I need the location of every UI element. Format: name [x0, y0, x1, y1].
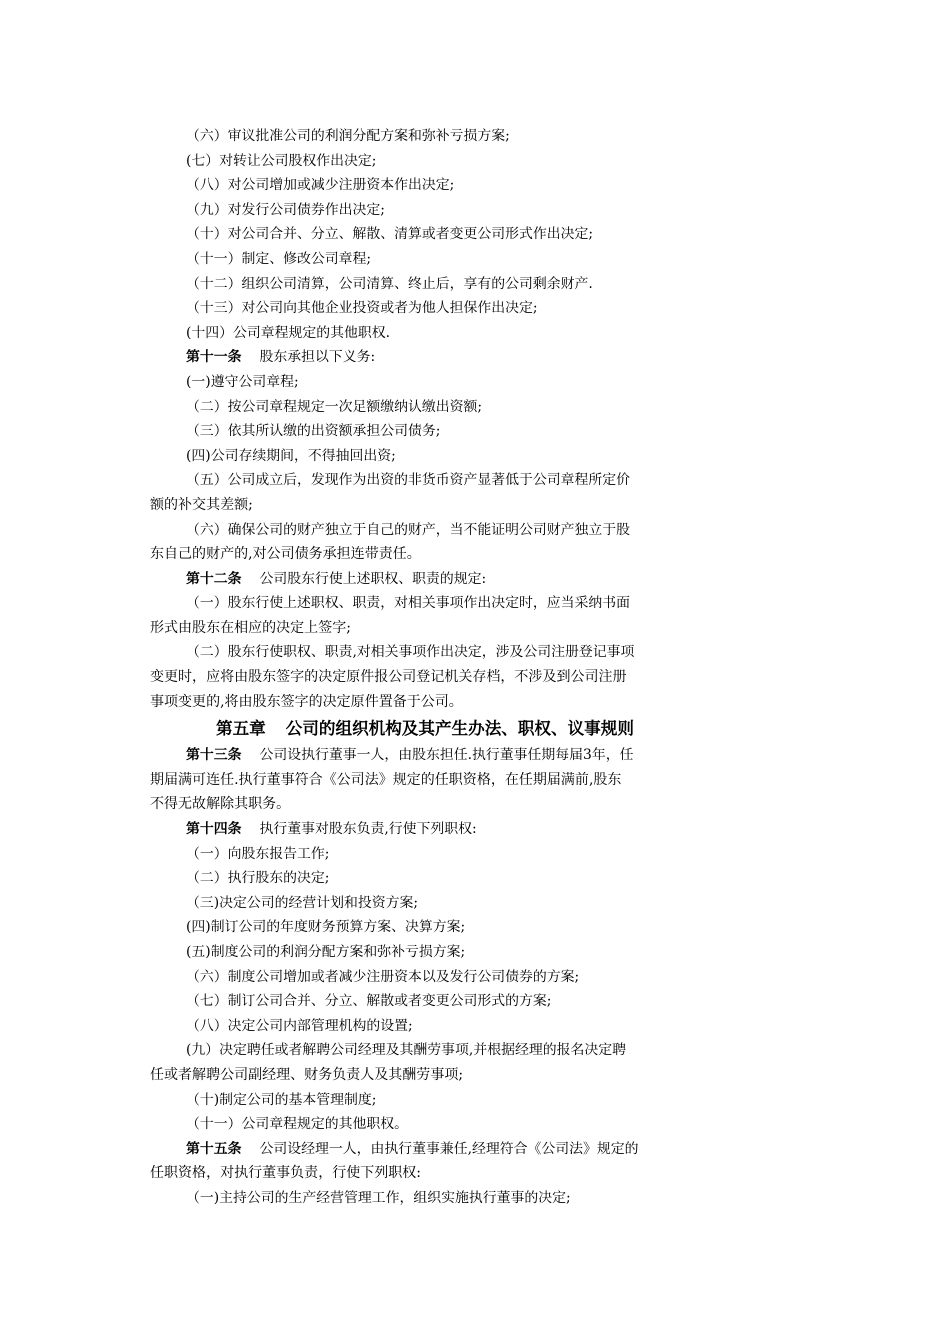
continuation-line: 形式由股东在相应的决定上签字;: [150, 619, 351, 636]
continuation-line: 变更时，应将由股东签字的决定原件报公司登记机关存档，不涉及到公司注册: [150, 669, 627, 686]
list-item: (九）决定聘任或者解聘公司经理及其酬劳事项,并根据经理的报名决定聘: [186, 1042, 626, 1059]
chapter-title: 公司的组织机构及其产生办法、职权、议事规则: [285, 718, 634, 739]
list-item: （十二）组织公司清算，公司清算、终止后，享有的公司剩余财产.: [186, 275, 593, 292]
continuation-line: 任职资格，对执行董事负责，行使下列职权:: [150, 1165, 422, 1182]
continuation-line: 事项变更的,将由股东签字的决定原件置备于公司。: [150, 693, 463, 710]
list-item: （十）对公司合并、分立、解散、清算或者变更公司形式作出决定;: [186, 226, 594, 243]
continuation-line: 额的补交其差额;: [150, 496, 253, 513]
article-number: 第十五条: [186, 1140, 242, 1157]
article-number: 第十一条: [186, 349, 242, 366]
article-line: [0, 817, 950, 842]
article-number: 第十三条: [186, 747, 242, 764]
list-item: (七）对转让公司股权作出决定;: [186, 152, 377, 169]
list-item: （二）执行股东的决定;: [186, 870, 330, 887]
article-number: 第十四条: [186, 821, 242, 838]
continuation-line: 期届满可连任.执行董事符合《公司法》规定的任职资格，在任期届满前,股东: [150, 771, 622, 788]
list-item: （十一）公司章程规定的其他职权。: [186, 1116, 409, 1133]
article-text: 执行董事对股东负责,行使下列职权:: [259, 821, 477, 838]
chapter-number: 第五章: [216, 718, 266, 739]
list-item: （十三）对公司向其他企业投资或者为他人担保作出决定;: [186, 300, 538, 317]
list-item: （七）制订公司合并、分立、解散或者变更公司形式的方案;: [186, 993, 552, 1010]
list-item: （八）决定公司内部管理机构的设置;: [186, 1017, 413, 1034]
list-item: （五）公司成立后，发现作为出资的非货币资产显著低于公司章程所定价: [186, 472, 631, 489]
list-item: (一)遵守公司章程;: [186, 373, 299, 390]
list-item: (十四）公司章程规定的其他职权.: [186, 324, 391, 341]
continuation-line: 东自己的财产的,对公司债务承担连带责任。: [150, 546, 421, 563]
article-line: [0, 1137, 950, 1162]
article-line: [0, 567, 950, 592]
list-item: （三)决定公司的经营计划和投资方案;: [186, 894, 419, 911]
list-item: （三）依其所认缴的出资额承担公司债务;: [186, 423, 441, 440]
article-text: 股东承担以下义务:: [259, 349, 376, 366]
list-item: （六）确保公司的财产独立于自己的财产，当不能证明公司财产独立于股: [186, 521, 631, 538]
document-body: [0, 124, 950, 1211]
list-item: （六）审议批准公司的利润分配方案和弥补亏损方案;: [186, 128, 510, 144]
list-item: （一)主持公司的生产经营管理工作，组织实施执行董事的决定;: [186, 1189, 571, 1206]
continuation-line: 任或者解聘公司副经理、财务负责人及其酬劳事项;: [150, 1066, 464, 1083]
article-text: 公司股东行使上述职权、职责的规定:: [259, 570, 487, 587]
list-item: （十一）制定、修改公司章程;: [186, 250, 372, 267]
list-item: (四)制订公司的年度财务预算方案、决算方案;: [186, 919, 466, 936]
article-line: [0, 743, 950, 768]
list-item: （一）股东行使上述职权、职责，对相关事项作出决定时，应当采纳书面: [186, 595, 631, 612]
list-item: （六）制度公司增加或者减少注册资本以及发行公司债券的方案;: [186, 968, 580, 985]
list-item: （八）对公司增加或减少注册资本作出决定;: [186, 177, 455, 194]
list-item: （九）对发行公司债券作出决定;: [186, 201, 385, 218]
article-text: 公司设执行董事一人，由股东担任.执行董事任期每届3年，任: [259, 747, 634, 764]
list-item: （二）股东行使职权、职责,对相关事项作出决定，涉及公司注册登记事项: [186, 644, 635, 661]
list-item: (四)公司存续期间，不得抽回出资;: [186, 447, 396, 464]
article-number: 第十二条: [186, 570, 242, 587]
article-line: [0, 345, 950, 370]
article-text: 公司设经理一人，由执行董事兼任,经理符合《公司法》规定的: [259, 1140, 639, 1157]
list-item: (五)制度公司的利润分配方案和弥补亏损方案;: [186, 944, 466, 960]
list-item: （十)制定公司的基本管理制度;: [186, 1091, 377, 1108]
chapter-heading: [0, 714, 950, 743]
list-item: （二）按公司章程规定一次足额缴纳认缴出资额;: [186, 398, 483, 415]
continuation-line: 不得无故解除其职务。: [150, 796, 291, 813]
list-item: （一）向股东报告工作;: [186, 845, 330, 862]
